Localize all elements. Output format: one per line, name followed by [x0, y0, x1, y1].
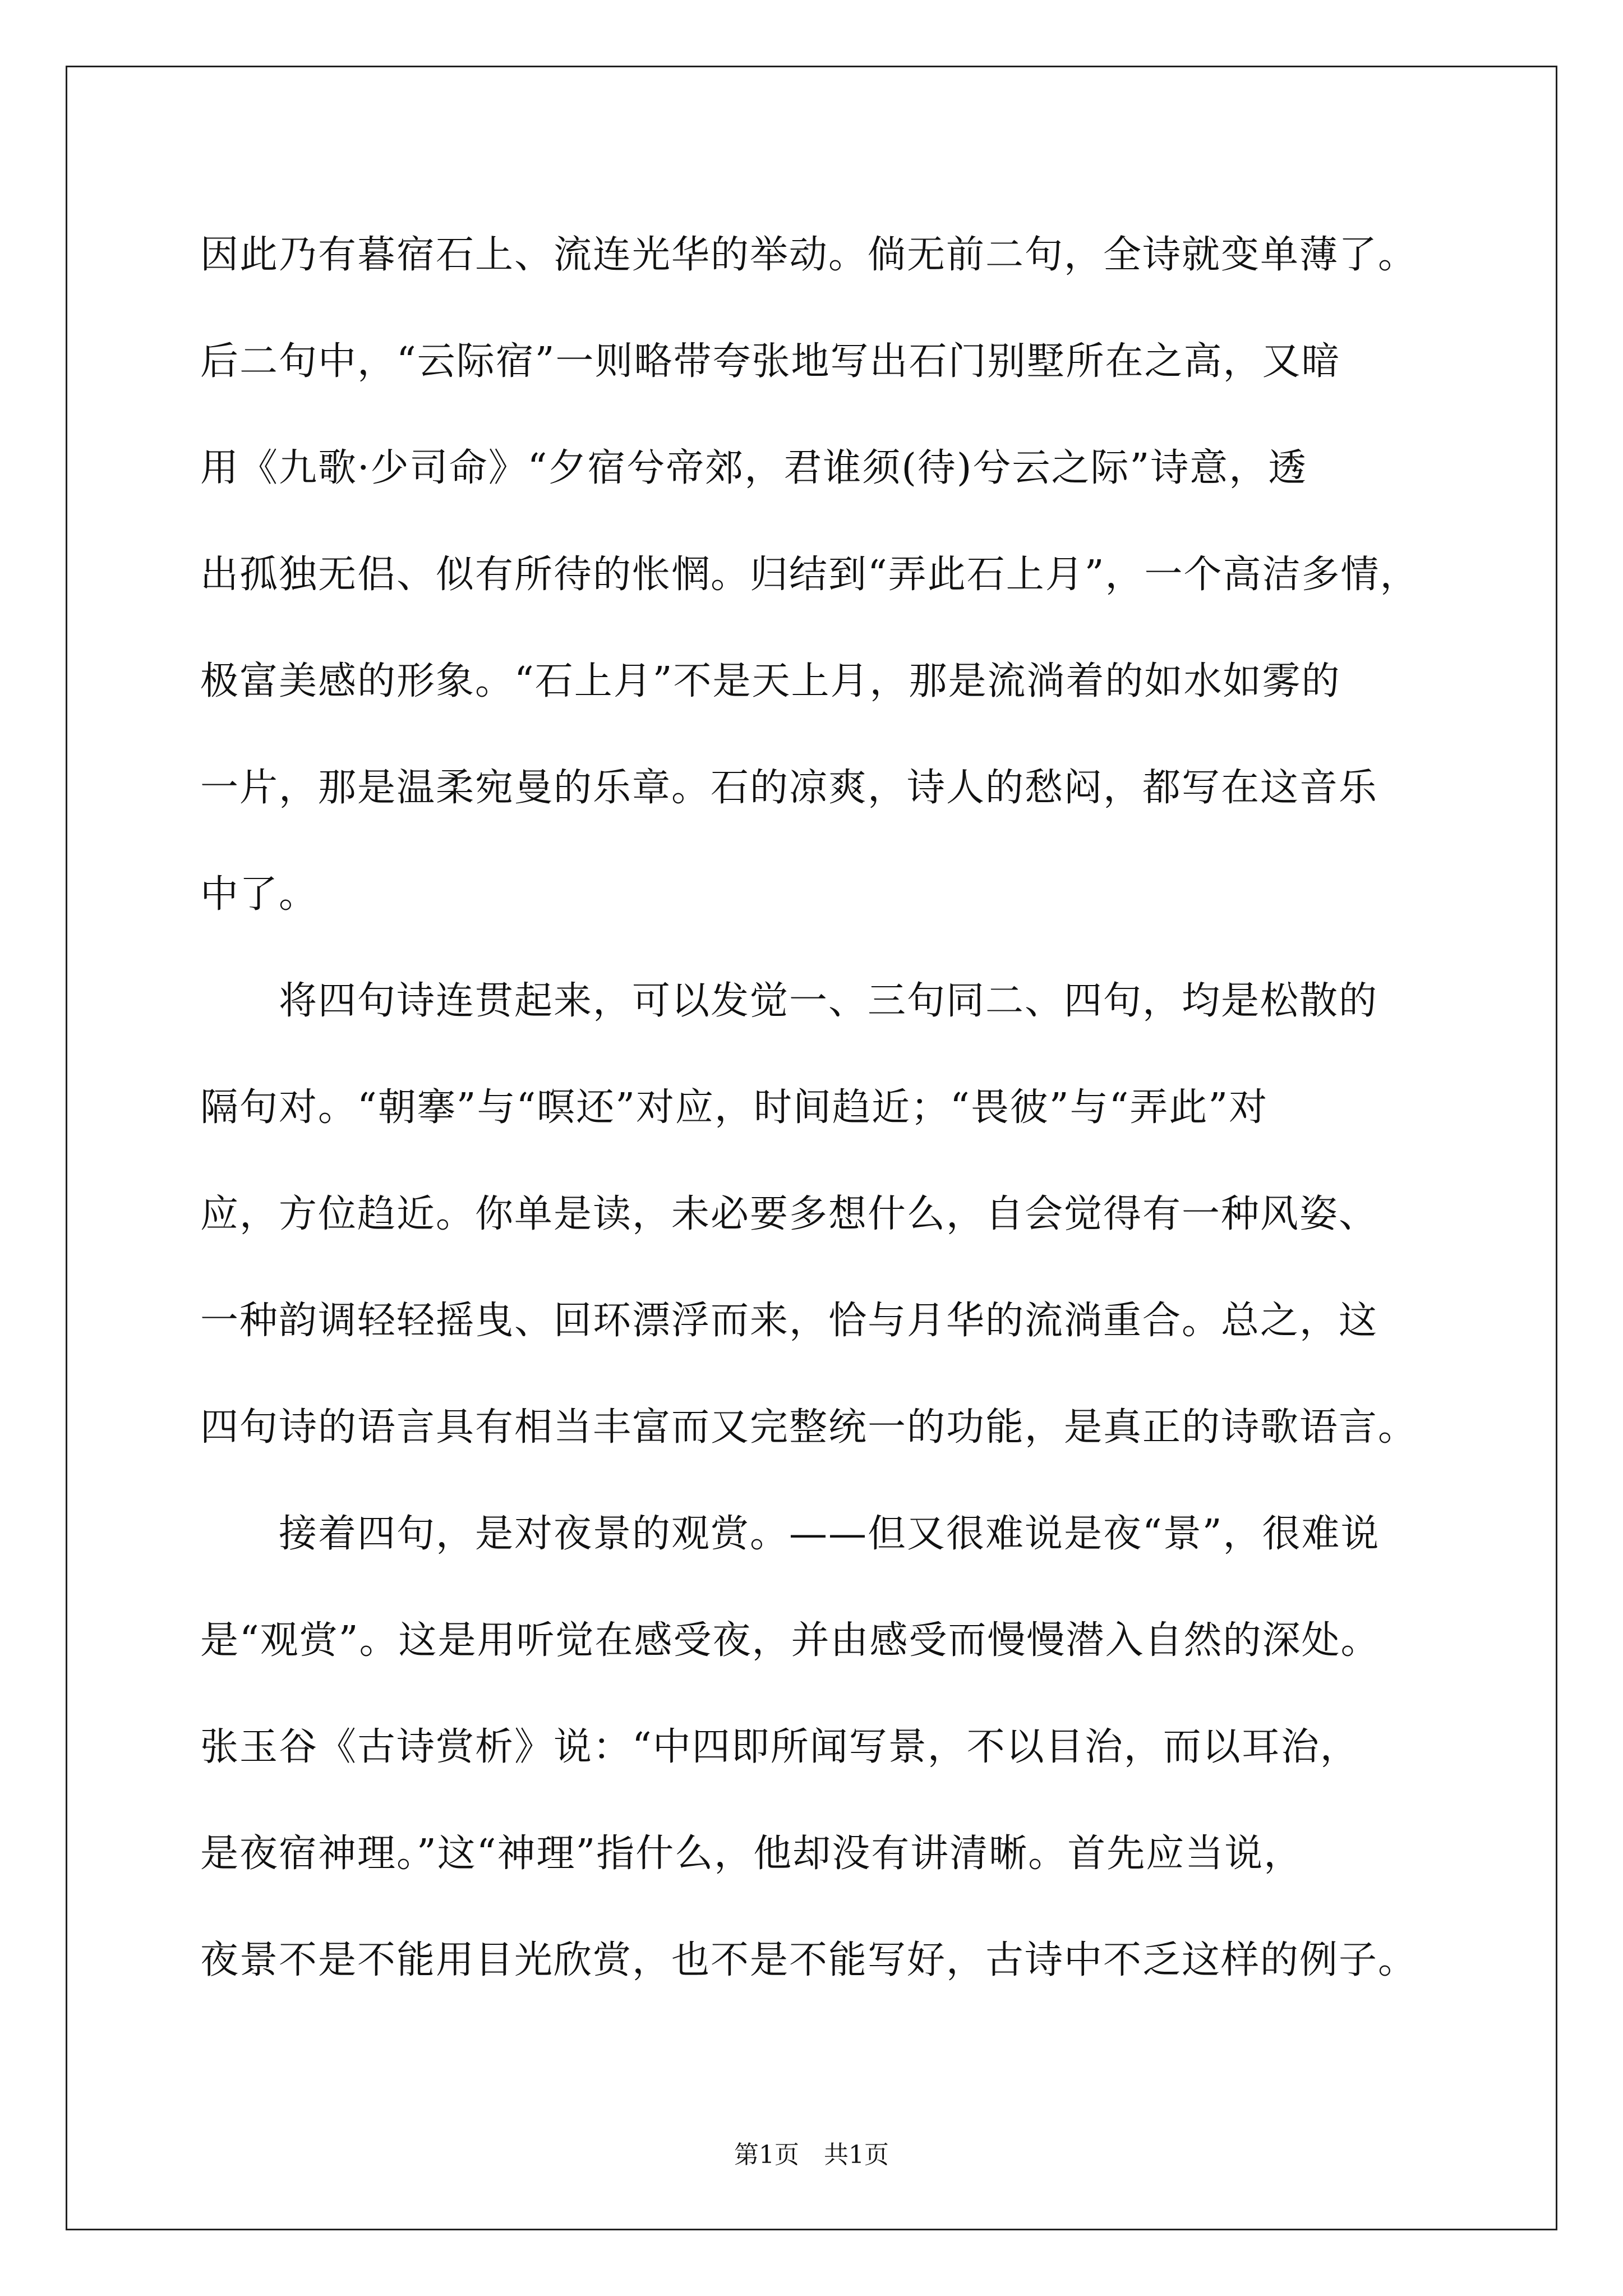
text-line: 四句诗的语言具有相当丰富而又完整统一的功能，是真正的诗歌语言。	[200, 1405, 1418, 1450]
text-line: 是夜宿神理。”这“神理”指什么，他却没有讲清晰。首先应当说，	[200, 1832, 1303, 1876]
text-line: 一片，那是温柔宛曼的乐章。石的凉爽，诗人的愁闷，都写在这音乐	[200, 766, 1378, 810]
text-line: 隔句对。“朝搴”与“暝还”对应，时间趋近；“畏彼”与“弄此”对	[200, 1085, 1269, 1130]
text-line: 应，方位趋近。你单是读，未必要多想什么，自会觉得有一种风姿、	[200, 1192, 1378, 1236]
text-line: 因此乃有暮宿石上、流连光华的举动。倘无前二句，全诗就变单薄了。	[200, 233, 1418, 277]
text-line: 出孤独无侣、似有所待的怅惘。归结到“弄此石上月”，一个高洁多情，	[200, 553, 1419, 597]
text-line: 接着四句，是对夜景的观赏。——但又很难说是夜“景”，很难说	[279, 1512, 1380, 1556]
text-line: 一种韵调轻轻摇曳、回环漂浮而来，恰与月华的流淌重合。总之，这	[200, 1299, 1378, 1343]
paragraph-1	[200, 202, 1451, 948]
text-line: 后二句中，“云际宿”一则略带夸张地写出石门别墅所在之高，又暗	[200, 339, 1341, 384]
paragraph-3	[200, 1481, 1451, 2014]
document-body	[200, 202, 1451, 2014]
text-line: 中了。	[200, 872, 319, 917]
text-line: 将四句诗连贯起来，可以发觉一、三句同二、四句，均是松散的	[279, 979, 1378, 1023]
text-line: 用《九歌·少司命》“夕宿兮帝郊，君谁须(待)兮云之际”诗意，透	[200, 446, 1308, 490]
text-line: 是“观赏”。这是用听觉在感受夜，并由感受而慢慢潜入自然的深处。	[200, 1618, 1380, 1663]
text-line: 极富美感的形象。“石上月”不是天上月，那是流淌着的如水如雾的	[200, 659, 1341, 703]
paragraph-2	[200, 948, 1451, 1481]
text-line: 夜景不是不能用目光欣赏，也不是不能写好，古诗中不乏这样的例子。	[200, 1938, 1418, 1982]
text-line: 张玉谷《古诗赏析》说：“中四即所闻写景，不以目治，而以耳治，	[200, 1725, 1359, 1769]
page-footer: 第1页 共1页	[734, 2141, 889, 2169]
